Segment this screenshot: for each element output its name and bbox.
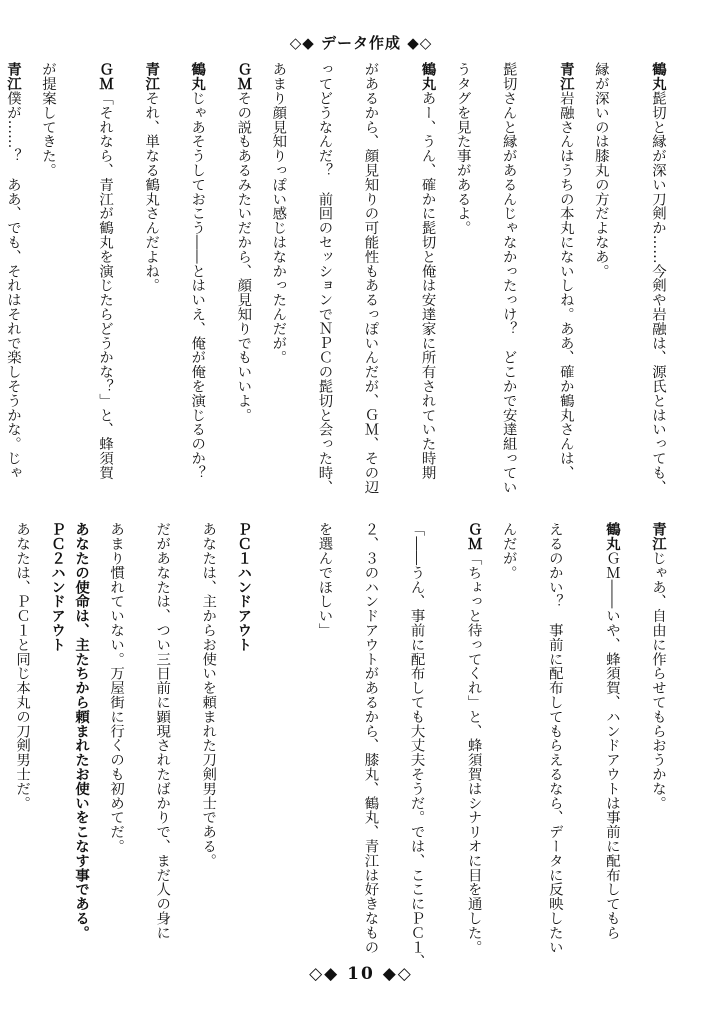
line-text: 縁が深いのは膝丸の方だよなあ。 <box>592 62 609 278</box>
text-line <box>624 62 670 492</box>
mission-line: あなたの使命は、主たちから頼まれたお使いをこなす事である。 <box>73 522 90 940</box>
text-line <box>0 62 25 492</box>
page-header: ◇◆ データ作成 ◆◇ <box>289 34 433 52</box>
text-line <box>394 522 440 969</box>
text-line <box>578 62 624 492</box>
text-line <box>163 62 209 492</box>
line-text: 「それなら、青江が鶴丸を演じたらどうかな？」と、蜂須賀 <box>97 90 114 480</box>
line-text: あまり顔見知りっぽい感じはなかったんだが。 <box>270 62 287 365</box>
text-line <box>486 62 532 492</box>
text-line <box>486 522 532 942</box>
speaker-label: 青江 <box>143 62 160 91</box>
line-text: 「ちょっと待ってくれ」と、蜂須賀はシナリオに目を通した。 <box>465 550 482 955</box>
handout-heading: ＰＣ２ハンドアウト <box>49 522 66 652</box>
text-line <box>347 522 393 954</box>
line-text: あまり慣れていない。万屋街に行くのも初めてだ。 <box>108 522 125 854</box>
line-text: えるのかい？ 事前に配布してもらえるなら、データに反映したい <box>546 522 563 954</box>
text-line <box>440 522 486 955</box>
text-line <box>301 522 347 942</box>
page-number: ◇◆ 10 ◆◇ <box>309 964 413 984</box>
line-text: 岩融さんはうちの本丸にないしね。ああ、確か鶴丸さんは、 <box>557 90 574 480</box>
text-line <box>394 62 440 492</box>
speaker-label: 青江 <box>557 62 574 91</box>
text-line <box>301 62 347 492</box>
text-line <box>117 62 163 492</box>
line-text: ＧＭ――いや、蜂須賀、ハンドアウトは事前に配布してもら <box>603 550 620 940</box>
text-line <box>532 522 578 954</box>
line-text: が提案してきた。 <box>39 62 56 178</box>
line-text: があるから、顔見知りの可能性もあるっぽいんだが、ＧＭ、その辺 <box>362 62 379 494</box>
line-text: それ、単なる鶴丸さんだよね。 <box>143 90 160 293</box>
line-text: じゃあそうしておこう――とはいえ、俺が俺を演じるのか？ <box>189 90 206 480</box>
text-line <box>440 62 486 492</box>
dialogue-column-bottom <box>14 522 670 969</box>
text-line <box>624 522 670 942</box>
line-text: あなたは、ＰＣ１と同じ本丸の刀剣男士だ。 <box>14 522 31 810</box>
speaker-label: 鶴丸 <box>650 62 666 91</box>
text-line <box>532 62 578 492</box>
speaker-label: ＧＭ <box>97 62 114 91</box>
text-line <box>255 522 301 942</box>
text-line <box>347 62 393 492</box>
line-text: あー、うん、確かに髭切と俺は安達家に所有されていた時期 <box>419 90 436 480</box>
line-text: 「――うん、事前に配布しても大丈夫そうだ。では、ここにＰＣ１、 <box>408 522 425 969</box>
speaker-label: ＧＭ <box>235 62 252 91</box>
line-text: じゃあ、自由に作らせてもらおうかな。 <box>650 550 666 811</box>
line-text: 髭切さんと縁があるんじゃなかったっけ？ どこかで安達組ってい <box>500 62 517 494</box>
text-line <box>139 522 185 942</box>
line-text: その説もあるみたいだから、顔見知りでもいいよ。 <box>235 90 252 423</box>
line-text: あなたは、主からお使いを頼まれた刀剣男士である。 <box>200 522 217 868</box>
text-line <box>255 62 301 492</box>
text-line <box>578 522 624 942</box>
line-text: うタグを見た事があるよ。 <box>454 62 471 235</box>
speaker-label: 鶴丸 <box>189 62 206 91</box>
line-text: 髭切と縁が深い刀剣か……今剣や岩融は、源氏とはいっても、 <box>650 90 666 494</box>
speaker-label: 青江 <box>4 62 21 91</box>
text-line <box>93 522 139 942</box>
text-line <box>0 522 45 942</box>
dialogue-column-top <box>4 62 670 494</box>
line-text: んだが。 <box>500 522 517 580</box>
speaker-label: 鶴丸 <box>603 522 620 551</box>
line-text: ってどうなんだ？ 前回のセッションでＮＰＣの髭切と会った時、 <box>316 62 333 494</box>
line-text: 僕が……？ ああ、でも、それはそれで楽しそうかな。じゃ <box>4 90 21 480</box>
line-text: だがあなたは、つい三日前に顕現されたばかりで、まだ人の身に <box>154 522 171 940</box>
line-text: を選んでほしい」 <box>316 522 333 638</box>
line-text: ２、３のハンドアウトがあるから、膝丸、鶴丸、青江は好きなもの <box>362 522 379 954</box>
handout-heading: ＰＣ１ハンドアウト <box>235 522 252 652</box>
text-line <box>185 522 231 942</box>
text-line <box>71 62 117 492</box>
speaker-label: ＧＭ <box>465 522 482 551</box>
speaker-label: 鶴丸 <box>419 62 436 91</box>
text-line <box>25 62 71 492</box>
text-line <box>209 62 255 492</box>
speaker-label: 青江 <box>650 522 666 551</box>
